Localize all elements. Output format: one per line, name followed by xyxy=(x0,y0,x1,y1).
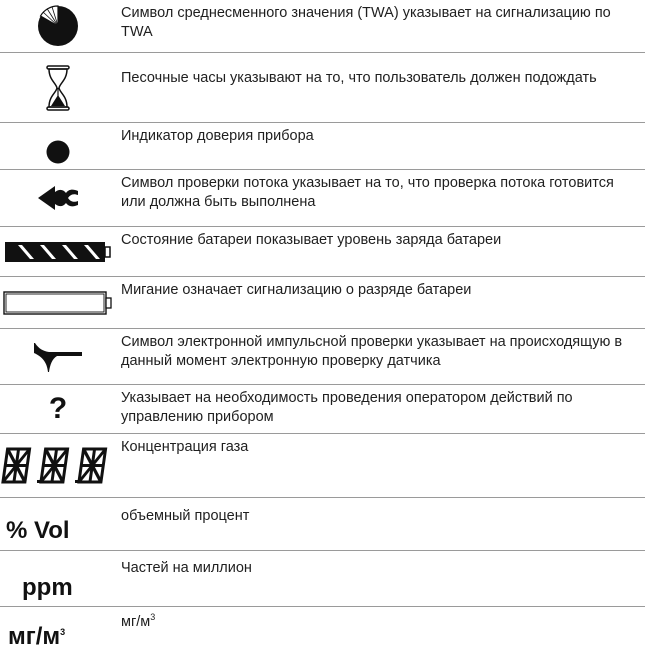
row-description: Концентрация газа xyxy=(121,439,249,455)
row-description: Мигание означает сигнализацию о разряде батареи xyxy=(121,282,472,298)
table-row xyxy=(0,498,645,551)
row-description: $мг/м^3$ xyxy=(121,612,156,630)
table-row xyxy=(0,385,645,434)
ppm-symbol: ppm xyxy=(22,573,73,601)
question-mark-icon: ? xyxy=(48,392,68,425)
flow-check-icon xyxy=(0,170,116,226)
table-row xyxy=(0,0,645,53)
battery-empty-icon xyxy=(0,277,116,328)
table-row xyxy=(0,329,645,385)
twa-pie-icon xyxy=(0,0,116,52)
table-row xyxy=(0,551,645,607)
row-description: Символ проверки потока указывает на то, что проверка потока готовится или должна быть выполнена xyxy=(121,175,614,210)
row-description: Индикатор доверия прибора xyxy=(121,128,314,144)
table-row xyxy=(0,607,645,650)
hourglass-icon xyxy=(0,53,116,122)
table-row xyxy=(0,170,645,227)
segment-display-icon xyxy=(0,434,116,497)
row-description: Состояние батареи показывает уровень заряда батареи xyxy=(121,232,502,248)
table-row xyxy=(0,227,645,277)
row-description: Указывает на необходимость проведения оператором действий по управлению прибором xyxy=(121,390,573,425)
battery-full-icon xyxy=(0,227,116,276)
row-description: Символ среднесменного значения (TWA) указывает на сигнализацию по TWA xyxy=(121,5,611,40)
row-description: Песочные часы указывают на то, что пользователь должен подождать xyxy=(121,70,597,86)
table-row xyxy=(0,434,645,498)
table-row xyxy=(0,277,645,329)
row-description: Частей на миллион xyxy=(121,560,252,576)
confidence-dot-icon xyxy=(0,123,116,175)
row-description: Символ электронной импульсной проверки указывает на происходящую в данный момент электронную проверку датчика xyxy=(121,334,623,369)
percent-vol-symbol: % Vol xyxy=(6,517,70,544)
table-row xyxy=(0,123,645,170)
table-row xyxy=(0,53,645,123)
row-description: объемный процент xyxy=(121,508,250,524)
mg-m3-symbol: $мг/м^3$ xyxy=(8,623,66,650)
bump-pulse-icon xyxy=(0,329,116,384)
